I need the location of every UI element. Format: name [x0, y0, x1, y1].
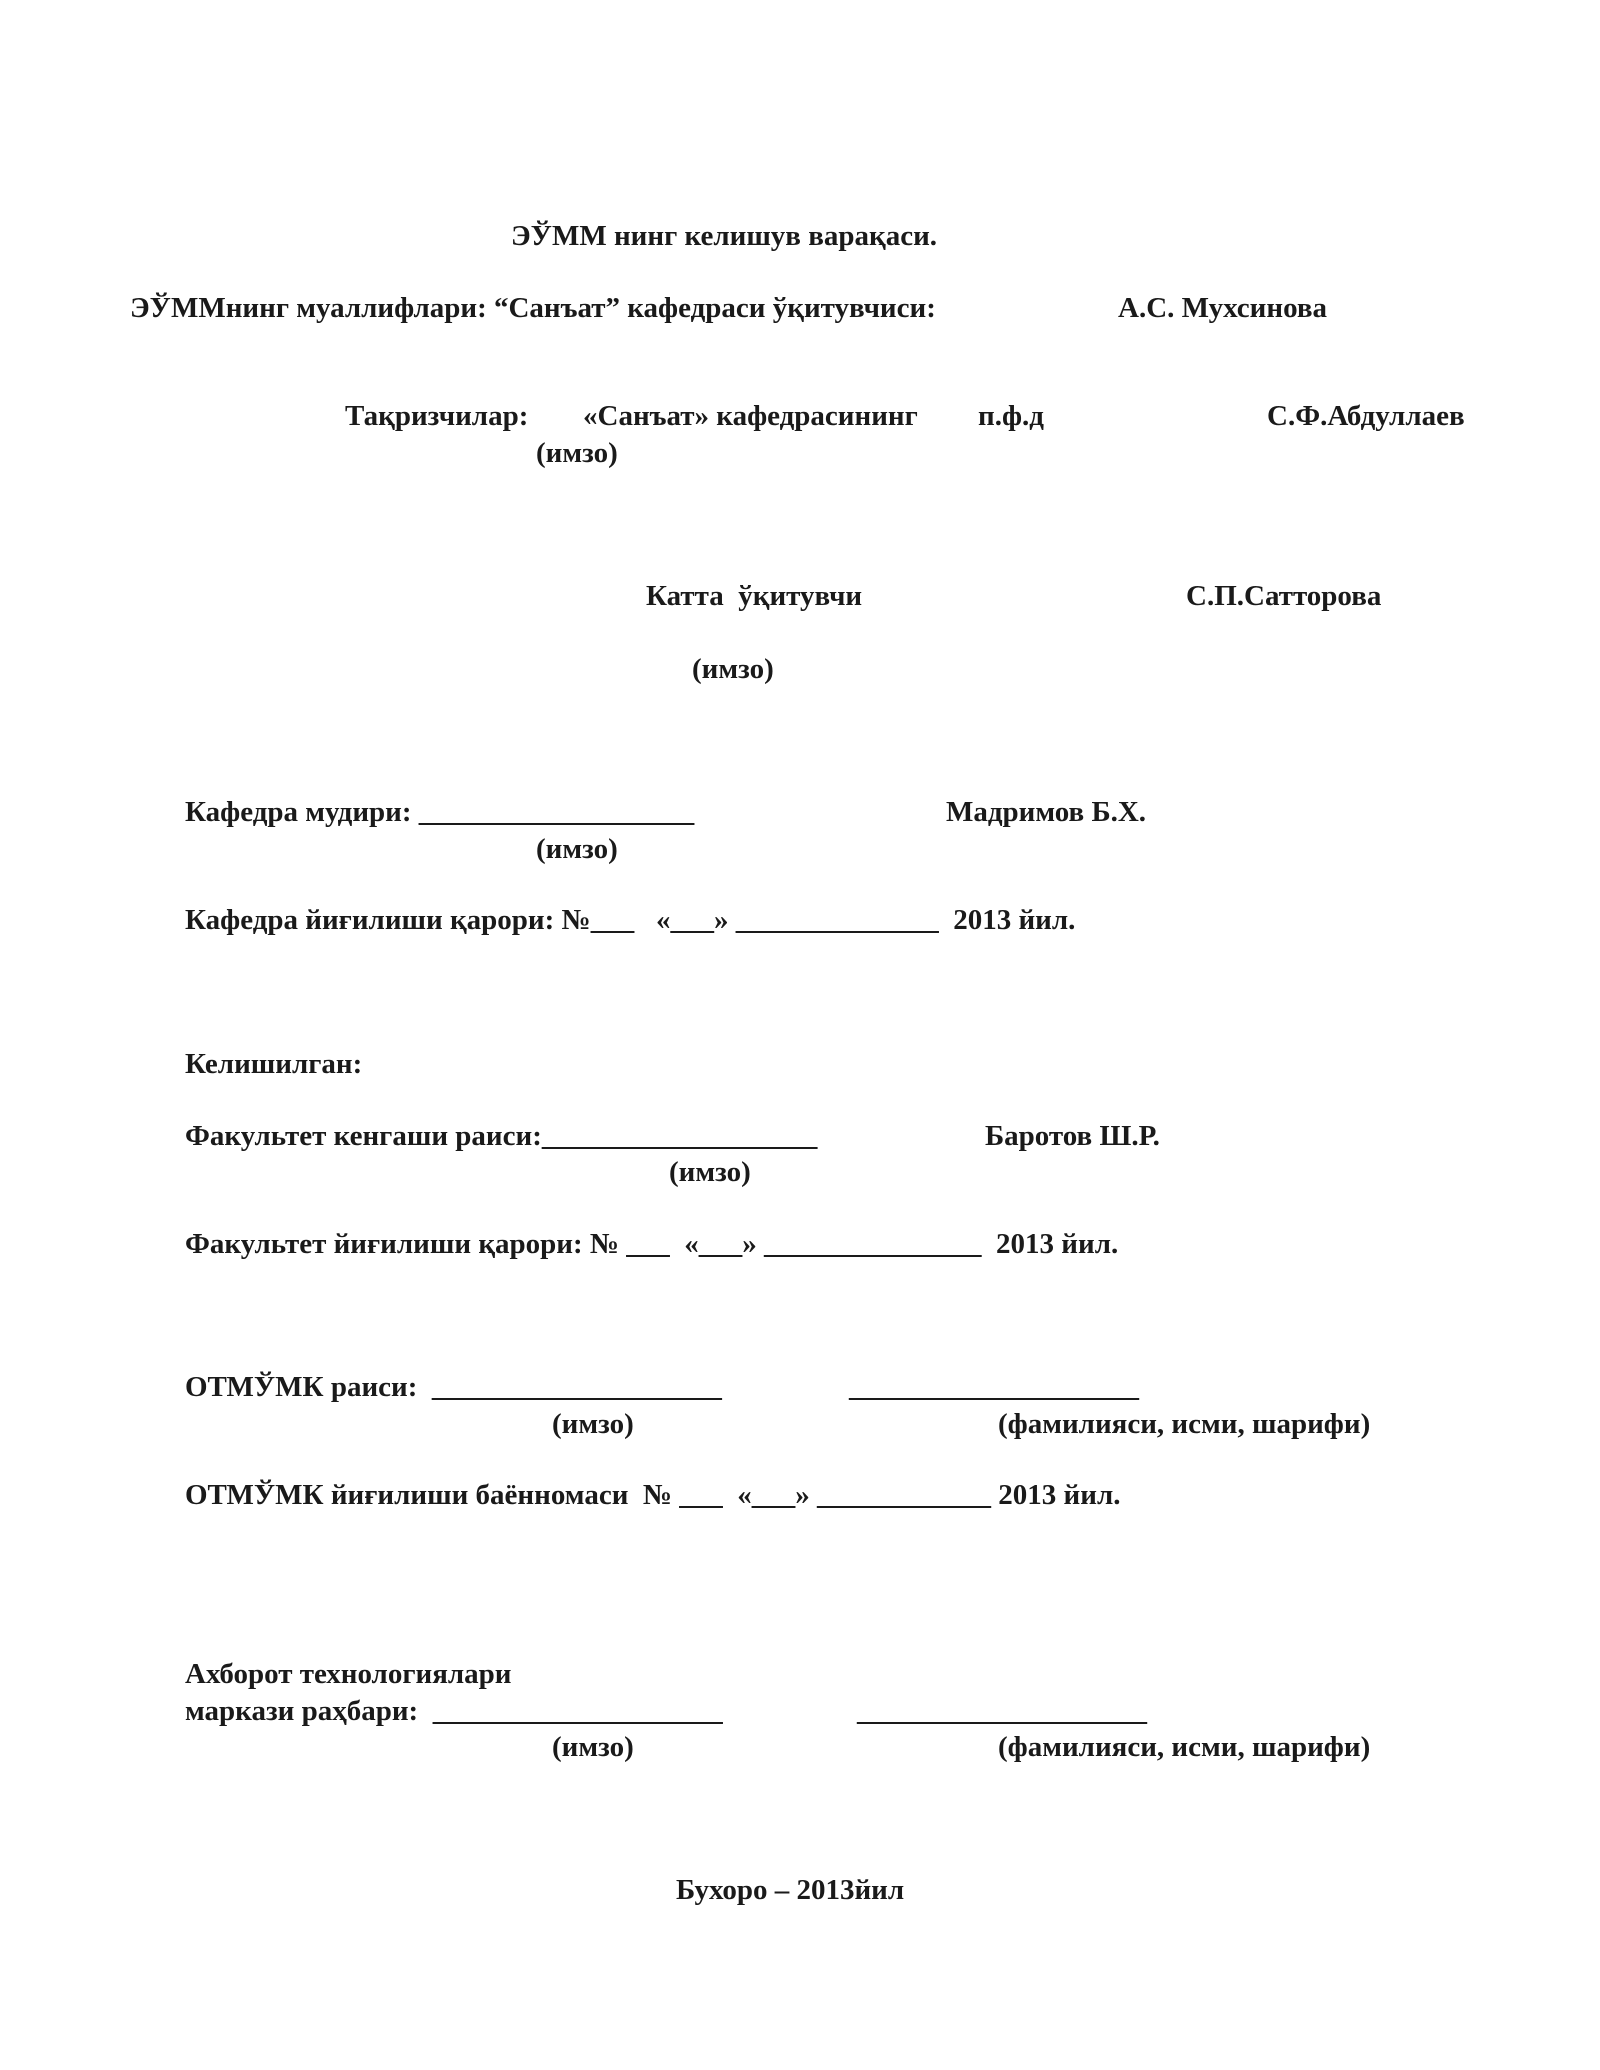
reviewer2-name: С.П.Сатторова — [1186, 580, 1382, 612]
faculty-council-label: Факультет кенгаши раиси:___________________ — [185, 1120, 818, 1152]
reviewer1-position: «Санъат» кафедрасининг — [583, 400, 918, 432]
department-head-signature-caption: (имзо) — [536, 833, 618, 865]
it-center-name-blank: ____________________ — [857, 1695, 1147, 1727]
it-center-signature-caption: (имзо) — [552, 1731, 634, 1763]
reviewer2-position: Катта ўқитувчи — [646, 580, 863, 612]
otmumk-chair-label: ОТМЎМК раиси: ____________________ — [185, 1371, 722, 1403]
reviewer1-name: С.Ф.Абдуллаев — [1267, 400, 1465, 432]
authors-label: ЭЎММнинг муаллифлари: “Санъат” кафедраси ўқитувчиси: — [130, 292, 936, 324]
reviewer1-signature-caption: (имзо) — [536, 437, 618, 469]
faculty-council-signature-caption: (имзо) — [669, 1156, 751, 1188]
otmumk-meeting-line: ОТМЎМК йиғилиши баённомаси № ___ «___» ____________ 2013 йил. — [185, 1479, 1121, 1511]
agreed-label: Келишилган: — [185, 1048, 363, 1080]
it-center-name-caption: (фамилияси, исми, шарифи) — [998, 1731, 1371, 1763]
document-title: ЭЎММ нинг келишув варақаси. — [511, 220, 938, 252]
reviewers-label: Тақризчилар: — [345, 400, 529, 432]
reviewer2-signature-caption: (имзо) — [692, 653, 774, 685]
faculty-council-name: Баротов Ш.Р. — [985, 1120, 1160, 1152]
otmumk-chair-signature-caption: (имзо) — [552, 1408, 634, 1440]
department-head-label: Кафедра мудири: ___________________ — [185, 796, 695, 828]
faculty-meeting-line: Факультет йиғилиши қарори: № ___ «___» _______________ 2013 йил. — [185, 1228, 1119, 1260]
reviewer1-degree: п.ф.д — [978, 400, 1044, 432]
it-center-label-line1: Ахборот технологиялари — [185, 1658, 512, 1690]
department-head-name: Мадримов Б.Х. — [946, 796, 1147, 828]
department-meeting-line: Кафедра йиғилиши қарори: №___ «___» ______________ 2013 йил. — [185, 904, 1076, 936]
otmumk-chair-name-caption: (фамилияси, исми, шарифи) — [998, 1408, 1371, 1440]
otmumk-chair-name-blank: ____________________ — [849, 1371, 1139, 1403]
footer-city-year: Бухоро – 2013йил — [676, 1874, 905, 1906]
it-center-label-line2: маркази раҳбари: ____________________ — [185, 1695, 723, 1727]
author-name: А.С. Мухсинова — [1118, 292, 1328, 324]
